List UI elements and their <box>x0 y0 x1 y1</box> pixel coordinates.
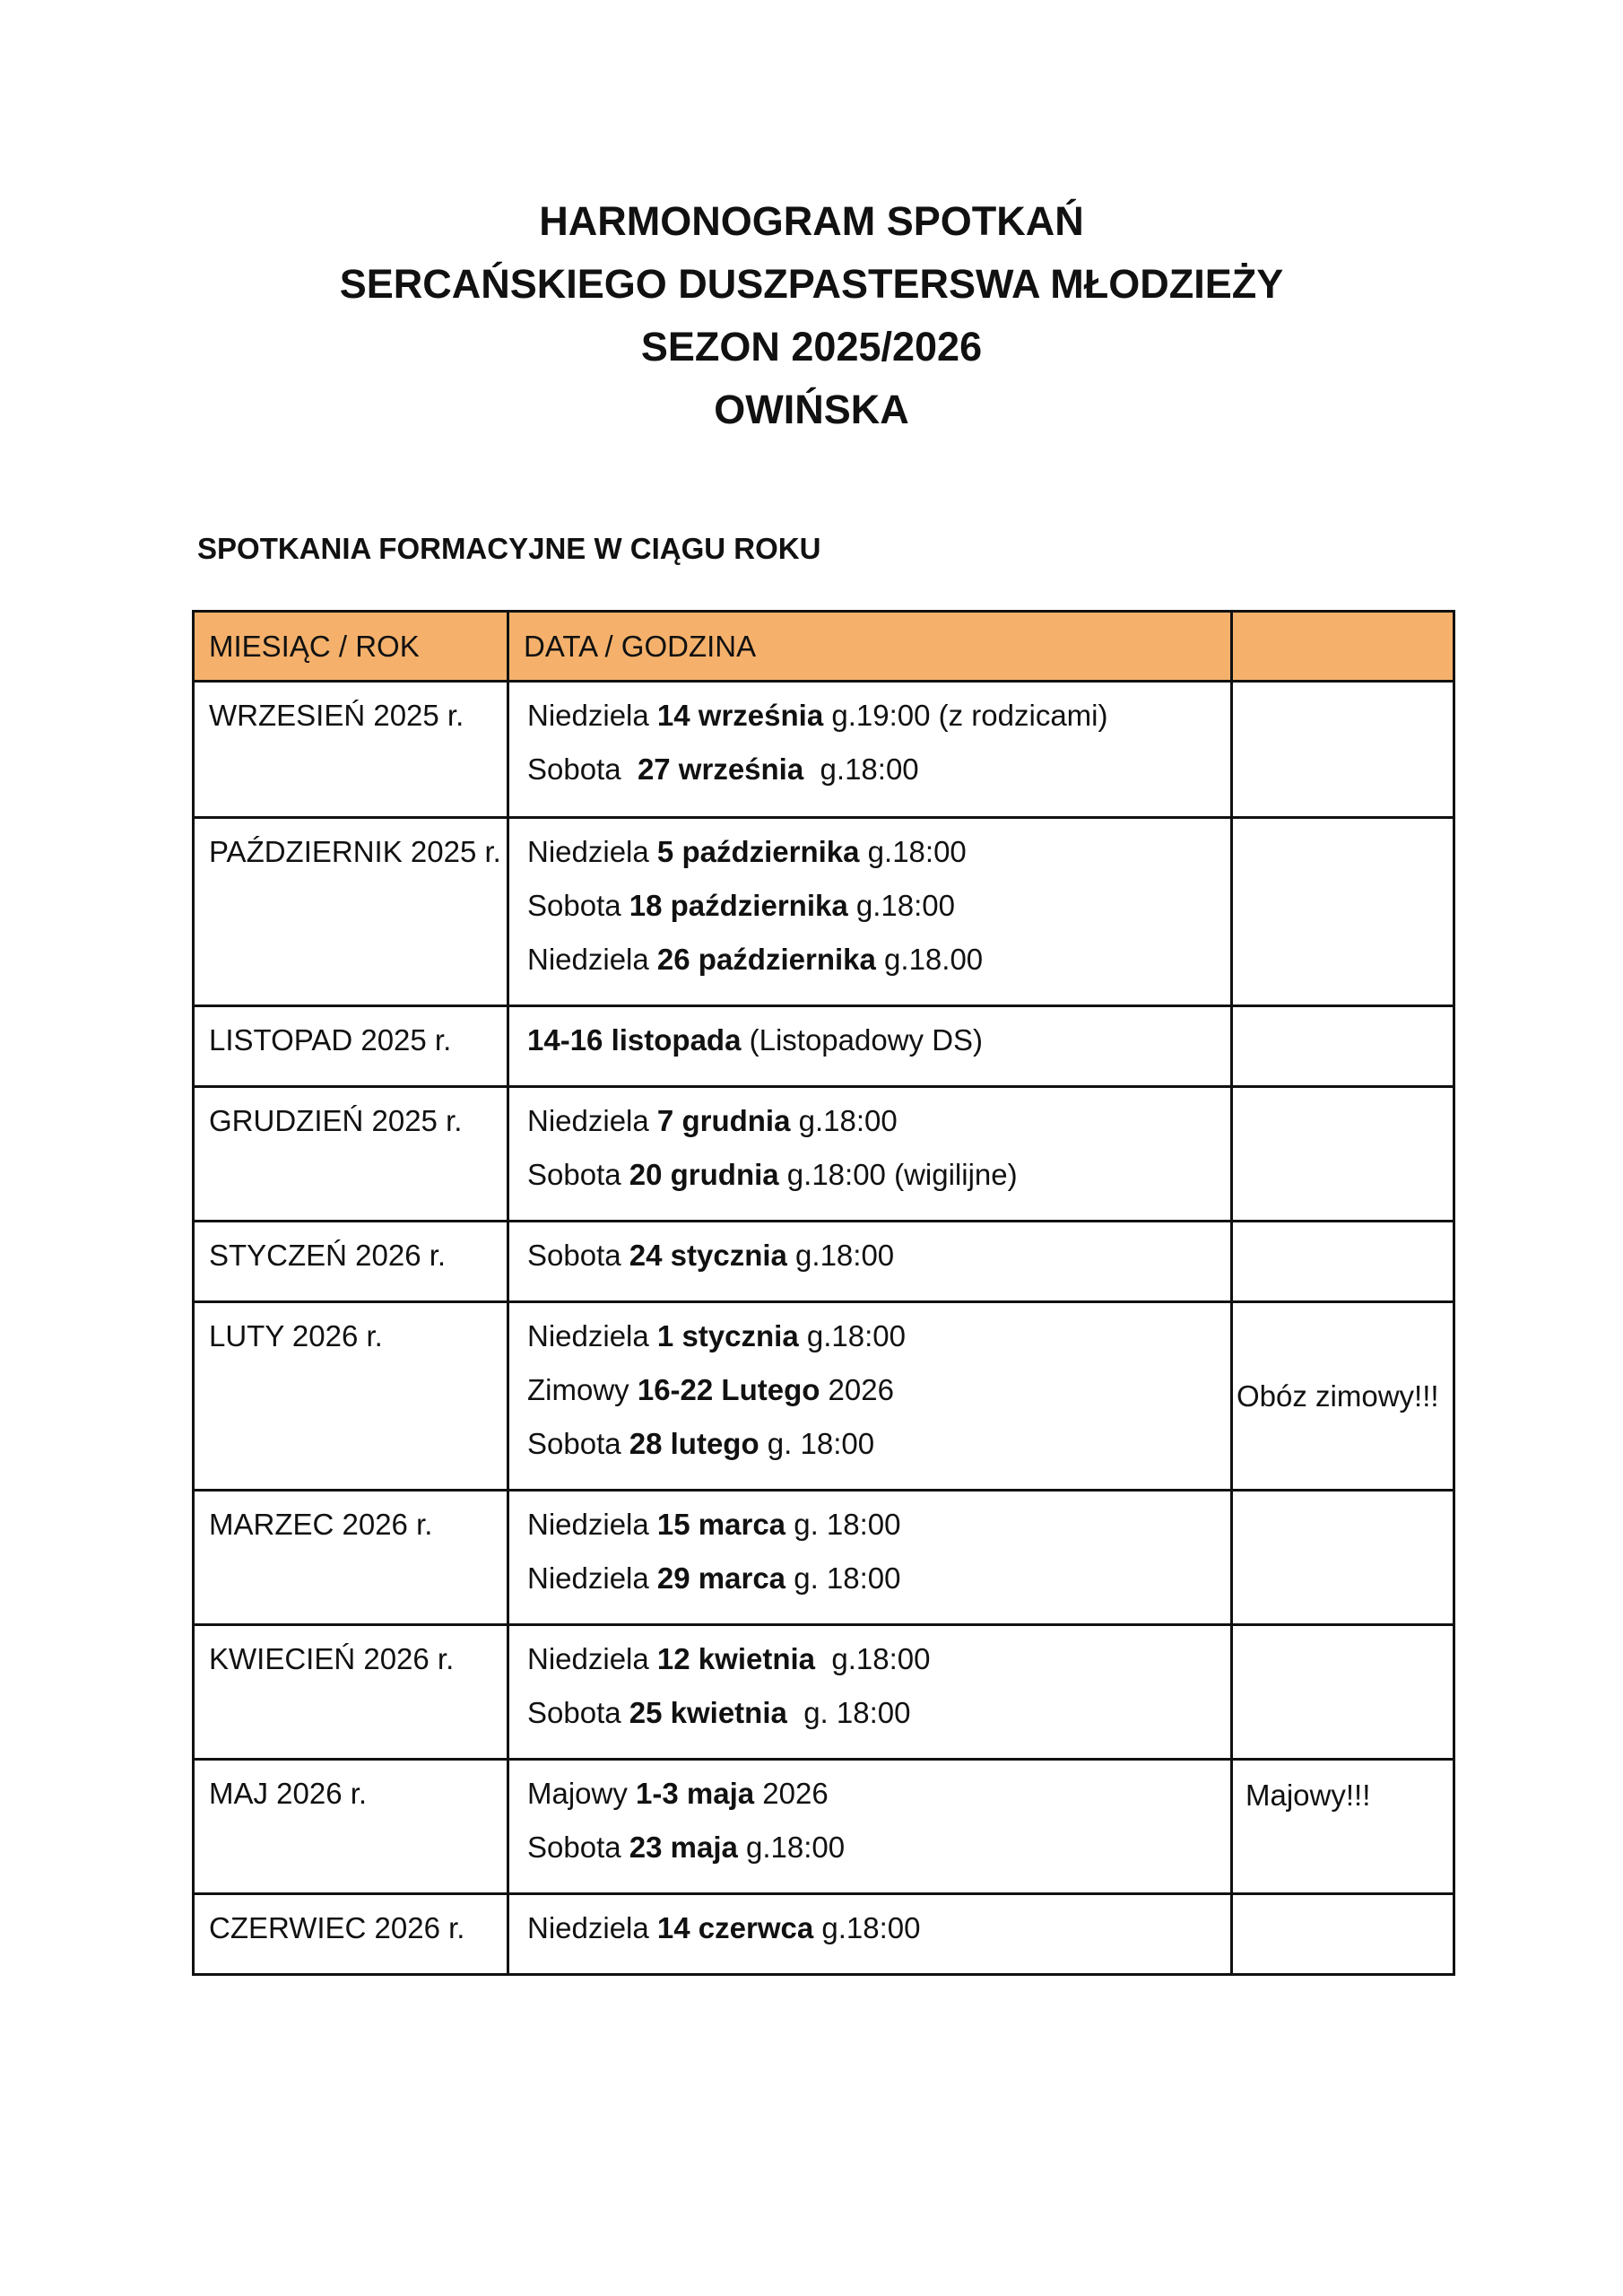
header-month: MIESIĄC / ROK <box>194 612 508 682</box>
month-cell <box>194 682 508 818</box>
table-row <box>194 1222 1454 1302</box>
meeting-entry <box>527 689 1216 743</box>
table-row <box>194 818 1454 1006</box>
entry-date: 24 stycznia <box>629 1239 787 1272</box>
dates-cell <box>508 1894 1232 1975</box>
entry-prefix: Niedziela <box>527 1104 657 1137</box>
entry-date: 28 lutego <box>629 1427 759 1460</box>
entry-prefix: Sobota <box>527 1158 629 1191</box>
entry-suffix: g.18:00 (wigilijne) <box>778 1158 1018 1191</box>
note-text: Majowy!!! <box>1245 1779 1371 1812</box>
meeting-entry <box>527 1821 1216 1874</box>
header-note <box>1232 612 1454 682</box>
month-label: WRZESIEŃ 2025 r. <box>209 699 464 732</box>
entry-prefix: Majowy <box>527 1777 637 1810</box>
entry-prefix: Niedziela <box>527 1508 657 1541</box>
entry-prefix: Niedziela <box>527 835 657 868</box>
entry-date: 26 października <box>656 943 876 976</box>
month-label: GRUDZIEŃ 2025 r. <box>209 1104 463 1137</box>
note-cell <box>1232 1491 1454 1625</box>
title-line-3: SEZON 2025/2026 <box>640 324 983 370</box>
entry-prefix: Sobota <box>527 1696 629 1729</box>
month-cell <box>194 1087 508 1222</box>
entry-prefix: Sobota <box>527 889 629 922</box>
entry-prefix: Sobota <box>527 752 638 786</box>
entry-suffix: 2026 <box>820 1373 894 1406</box>
table-row <box>194 1625 1454 1760</box>
dates-cell <box>508 682 1232 818</box>
month-cell <box>194 1491 508 1625</box>
title-line-4: OWIŃSKA <box>714 387 909 432</box>
entry-date: 7 grudnia <box>656 1104 791 1137</box>
month-cell <box>194 1302 508 1491</box>
meeting-entry <box>527 933 1216 987</box>
schedule-table <box>192 610 1455 1976</box>
meeting-entry <box>527 1632 1216 1686</box>
entry-date: 1-3 maja <box>636 1777 755 1810</box>
entry-suffix: g.18:00 <box>859 835 967 868</box>
month-label: LUTY 2026 r. <box>209 1319 383 1352</box>
month-label: KWIECIEŃ 2026 r. <box>209 1642 455 1675</box>
entry-suffix: g.18:00 <box>737 1831 846 1864</box>
month-cell <box>194 1760 508 1894</box>
meeting-entry <box>527 743 1216 796</box>
note-cell <box>1232 818 1454 1006</box>
entry-prefix: Niedziela <box>527 699 657 732</box>
entry-date: 25 kwietnia <box>629 1696 787 1729</box>
note-cell <box>1232 1222 1454 1302</box>
entry-suffix: g.18:00 <box>813 1911 921 1944</box>
entry-prefix: Sobota <box>527 1831 629 1864</box>
note-cell <box>1232 1894 1454 1975</box>
meeting-entry <box>527 1094 1216 1148</box>
note-cell <box>1232 1302 1454 1491</box>
entry-suffix: g.18:00 <box>790 1104 898 1137</box>
table-row <box>194 682 1454 818</box>
meeting-entry <box>527 1498 1216 1552</box>
dates-cell <box>508 1625 1232 1760</box>
note-text: Obóz zimowy!!! <box>1237 1378 1439 1413</box>
meeting-entry <box>527 879 1216 933</box>
meeting-entry <box>527 1013 1216 1067</box>
entry-prefix: Sobota <box>527 1427 629 1460</box>
entry-suffix: g.18:00 <box>815 1642 931 1675</box>
meeting-entry <box>527 1148 1216 1202</box>
meeting-entry <box>527 1309 1216 1363</box>
meeting-entry <box>527 1229 1216 1283</box>
entry-suffix: g. 18:00 <box>785 1508 901 1541</box>
meeting-entry <box>527 1767 1216 1821</box>
note-cell <box>1232 682 1454 818</box>
dates-cell <box>508 1491 1232 1625</box>
entry-suffix: g.18:00 <box>798 1319 906 1352</box>
entry-date: 14 czerwca <box>656 1911 814 1944</box>
entry-suffix: g. 18:00 <box>786 1696 911 1729</box>
entry-date: 16-22 Lutego <box>637 1373 820 1406</box>
entry-date: 1 stycznia <box>656 1319 799 1352</box>
note-cell <box>1232 1760 1454 1894</box>
entry-suffix: g. 18:00 <box>785 1561 901 1595</box>
meeting-entry <box>527 1363 1216 1417</box>
table-row <box>194 1760 1454 1894</box>
meeting-entry <box>527 1901 1216 1955</box>
dates-cell <box>508 1006 1232 1087</box>
entry-date: 27 września <box>637 752 804 786</box>
entry-prefix: Niedziela <box>527 943 657 976</box>
entry-suffix: g.18:00 <box>847 889 955 922</box>
month-cell <box>194 1006 508 1087</box>
dates-cell <box>508 1302 1232 1491</box>
dates-cell <box>508 1760 1232 1894</box>
entry-prefix: Niedziela <box>527 1319 657 1352</box>
month-cell <box>194 1894 508 1975</box>
month-label: MAJ 2026 r. <box>209 1777 368 1810</box>
month-label: LISTOPAD 2025 r. <box>209 1023 452 1057</box>
note-cell <box>1232 1006 1454 1087</box>
entry-date: 23 maja <box>629 1831 738 1864</box>
entry-date: 20 grudnia <box>629 1158 779 1191</box>
entry-date: 15 marca <box>656 1508 786 1541</box>
dates-cell <box>508 1222 1232 1302</box>
entry-prefix: Niedziela <box>527 1561 657 1595</box>
note-cell <box>1232 1087 1454 1222</box>
table-row <box>194 1087 1454 1222</box>
month-label: PAŹDZIERNIK 2025 r. <box>209 835 501 868</box>
month-label: CZERWIEC 2026 r. <box>209 1911 465 1944</box>
title-line-1: HARMONOGRAM SPOTKAŃ <box>539 198 1084 244</box>
meeting-entry <box>527 1686 1216 1740</box>
entry-prefix: Zimowy <box>527 1373 638 1406</box>
entry-date: 14 września <box>656 699 824 732</box>
entry-date: 18 października <box>629 889 848 922</box>
title-line-2: SERCAŃSKIEGO DUSZPASTERSWA MŁODZIEŻY <box>339 261 1284 307</box>
table-header-row <box>194 612 1454 682</box>
table-body <box>194 682 1454 1975</box>
entry-prefix: Niedziela <box>527 1642 657 1675</box>
month-label: STYCZEŃ 2026 r. <box>209 1239 447 1272</box>
month-label: MARZEC 2026 r. <box>209 1508 433 1541</box>
entry-suffix: g.18.00 <box>875 943 984 976</box>
entry-suffix: g.19:00 (z rodzicami) <box>823 699 1108 732</box>
entry-date: 29 marca <box>656 1561 786 1595</box>
month-cell <box>194 818 508 1006</box>
entry-suffix: g.18:00 <box>786 1239 895 1272</box>
table-row <box>194 1894 1454 1975</box>
entry-prefix: Niedziela <box>527 1911 657 1944</box>
entry-suffix: 2026 <box>754 1777 829 1810</box>
entry-date: 14-16 listopada <box>527 1023 742 1057</box>
entry-suffix: (Listopadowy DS) <box>741 1023 984 1057</box>
meeting-entry <box>527 825 1216 879</box>
note-cell <box>1232 1625 1454 1760</box>
meeting-entry <box>527 1552 1216 1605</box>
header-date: DATA / GODZINA <box>508 612 1232 682</box>
meeting-entry <box>527 1417 1216 1471</box>
month-cell <box>194 1625 508 1760</box>
month-cell <box>194 1222 508 1302</box>
table-row <box>194 1302 1454 1491</box>
document-title <box>0 190 1623 441</box>
table-row <box>194 1491 1454 1625</box>
entry-date: 12 kwietnia <box>656 1642 816 1675</box>
entry-suffix: g. 18:00 <box>759 1427 875 1460</box>
entry-prefix: Sobota <box>527 1239 629 1272</box>
section-heading: SPOTKANIA FORMACYJNE W CIĄGU ROKU <box>197 532 821 565</box>
table-row <box>194 1006 1454 1087</box>
entry-suffix: g.18:00 <box>803 752 919 786</box>
dates-cell <box>508 818 1232 1006</box>
entry-date: 5 października <box>656 835 860 868</box>
dates-cell <box>508 1087 1232 1222</box>
